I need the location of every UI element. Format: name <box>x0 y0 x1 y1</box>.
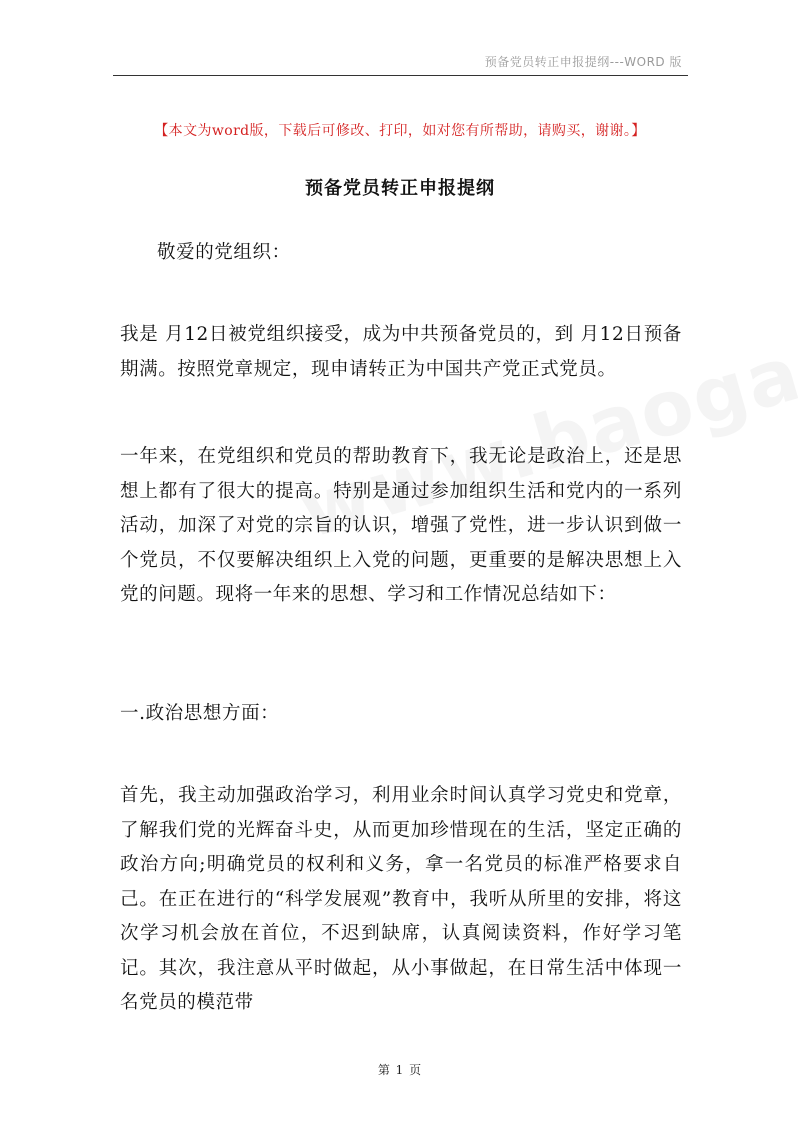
paragraph-intro: 我是 月12日被党组织接受，成为中共预备党员的，到 月12日预备期满。按照党章规定，现申请转正为中国共产党正式党员。 <box>120 324 682 380</box>
section-heading-politics: 一.政治思想方面： <box>120 703 280 724</box>
salutation: 敬爱的党组织： <box>157 242 291 263</box>
header-divider <box>113 75 688 76</box>
paragraph-summary: 一年来，在党组织和党员的帮助教育下，我无论是政治上，还是思想上都有了很大的提高。特别是通过参加组织生活和党内的一系列活动，加深了对党的宗旨的认识，增强了党性，进一步认识到做一个党员，不仅要解决组织上入党的问题，更重要的是解决思想上入党的问题。现将一年来的思想、学习和工作情况总结如下： <box>120 446 682 605</box>
running-header: 预备党员转正申报提纲---WORD 版 <box>484 55 682 69</box>
document-title: 预备党员转正申报提纲 <box>305 178 495 199</box>
page-number: 第 1 页 <box>377 1063 423 1077</box>
purchase-notice: 【本文为word版，下载后可修改、打印，如对您有所帮助，请购买，谢谢。】 <box>154 123 646 139</box>
paragraph-politics: 首先，我主动加强政治学习，利用业余时间认真学习党史和党章，了解我们党的光辉奋斗史，从而更加珍惜现在的生活，坚定正确的政治方向;明确党员的权利和义务，拿一名党员的标准严格要求自己。在正在进行的“科学发展观”教育中，我听从所里的安排，将这次学习机会放在首位，不迟到缺席，认真阅读资料，作好学习笔记。其次，我注意从平时做起，从小事做起，在日常生活中体现一名党员的模范带 <box>120 785 682 1013</box>
